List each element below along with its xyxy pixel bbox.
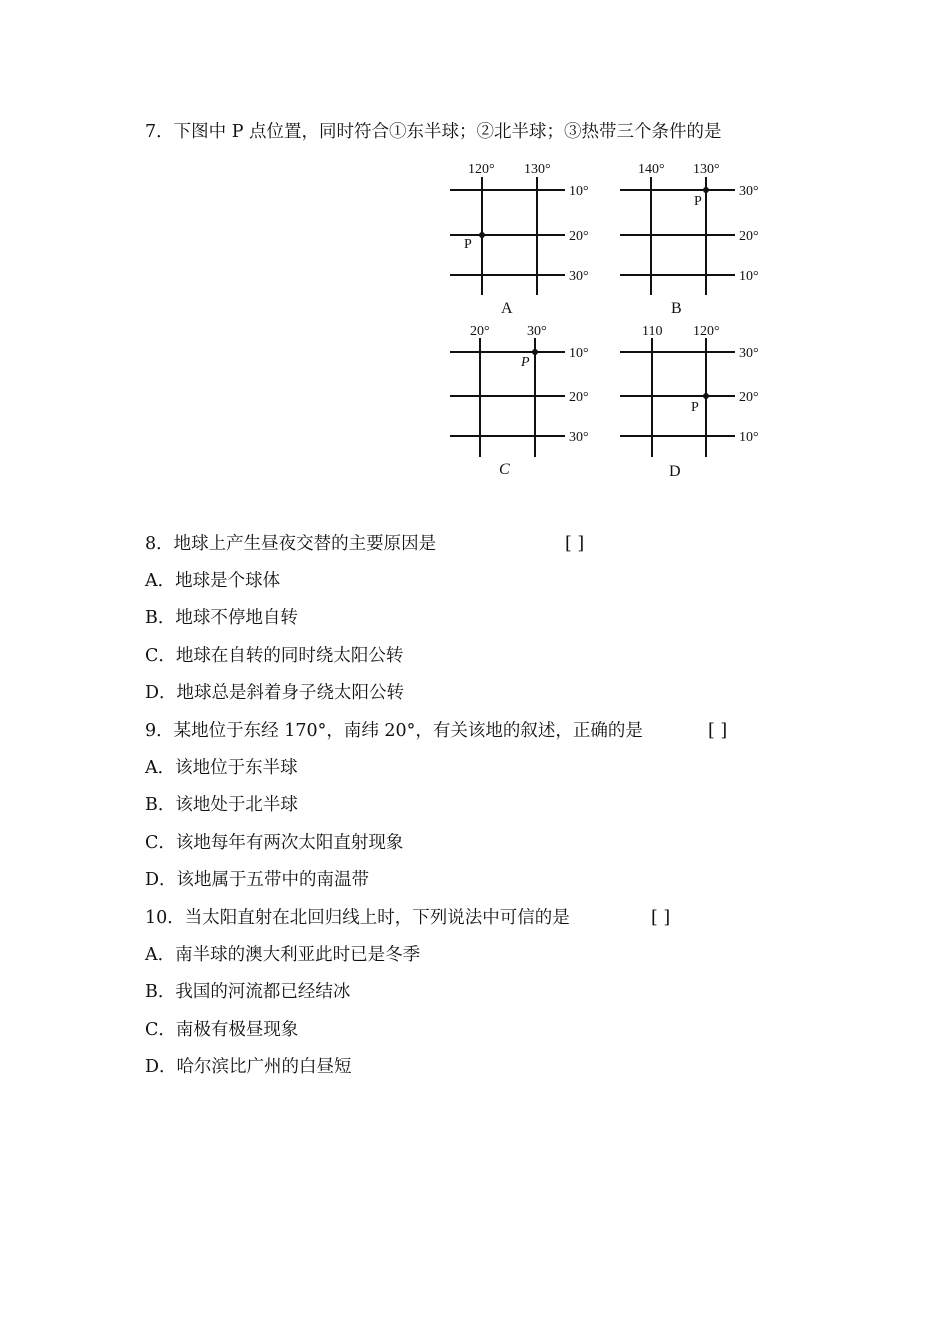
point-p-b [703, 187, 709, 193]
fig-d-lat-top: 30° [739, 346, 759, 361]
q8-option-d[interactable]: D．地球总是斜着身子绕太阳公转 [145, 683, 405, 703]
point-p-c [532, 349, 538, 355]
fig-c-point-label: P [521, 355, 530, 370]
fig-c-lat-top: 10° [569, 346, 589, 361]
q10-option-d[interactable]: D．哈尔滨比广州的白昼短 [145, 1057, 352, 1077]
question-8-text: 8．地球上产生昼夜交替的主要原因是 [145, 534, 437, 554]
q9-option-a[interactable]: A．该地位于东半球 [145, 758, 298, 778]
fig-a-lat-top: 10° [569, 184, 589, 199]
fig-d-lat-mid: 20° [739, 390, 759, 405]
fig-b-lon-right: 130° [693, 162, 720, 177]
figure-b [620, 162, 759, 317]
fig-d-point-label: P [691, 400, 699, 415]
fig-b-point-label: P [694, 194, 702, 209]
fig-d-lon-left: 110 [642, 324, 663, 339]
question-8-answer-bracket[interactable]: [ ] [565, 534, 585, 554]
point-p-d [703, 393, 709, 399]
fig-b-lat-mid: 20° [739, 229, 759, 244]
question-10-answer-bracket[interactable]: [ ] [651, 908, 671, 928]
q10-option-c[interactable]: C．南极有极昼现象 [145, 1020, 299, 1040]
fig-b-caption: B [671, 300, 682, 317]
question-9-text: 9．某地位于东经 170°，南纬 20°，有关该地的叙述，正确的是 [145, 721, 643, 741]
fig-c-lon-left: 20° [470, 324, 490, 339]
question-7-text: 7．下图中 P 点位置，同时符合①东半球；②北半球；③热带三个条件的是 [145, 122, 722, 142]
fig-d-caption: D [669, 463, 681, 480]
latitude-longitude-figures [440, 155, 780, 485]
fig-c-lon-right: 30° [527, 324, 547, 339]
fig-d-lon-right: 120° [693, 324, 720, 339]
fig-c-lat-mid: 20° [569, 390, 589, 405]
fig-d-lat-bot: 10° [739, 430, 759, 445]
figure-d [620, 324, 759, 480]
q10-option-b[interactable]: B．我国的河流都已经结冰 [145, 982, 351, 1002]
q8-option-a[interactable]: A．地球是个球体 [145, 571, 281, 591]
fig-b-lon-left: 140° [638, 162, 665, 177]
fig-a-point-label: P [464, 237, 472, 252]
fig-b-lat-top: 30° [739, 184, 759, 199]
q10-option-a[interactable]: A．南半球的澳大利亚此时已是冬季 [145, 945, 421, 965]
fig-c-caption: C [499, 461, 510, 478]
fig-a-lon-left: 120° [468, 162, 495, 177]
fig-a-lat-bot: 30° [569, 269, 589, 284]
fig-b-lat-bot: 10° [739, 269, 759, 284]
question-9-answer-bracket[interactable]: [ ] [708, 721, 728, 741]
fig-a-caption: A [501, 300, 513, 317]
q8-option-b[interactable]: B．地球不停地自转 [145, 608, 298, 628]
point-p-a [479, 232, 485, 238]
figure-a [450, 162, 589, 317]
figure-c [450, 324, 589, 478]
fig-c-lat-bot: 30° [569, 430, 589, 445]
question-10-text: 10．当太阳直射在北回归线上时，下列说法中可信的是 [145, 908, 570, 928]
q9-option-c[interactable]: C．该地每年有两次太阳直射现象 [145, 833, 404, 853]
q8-option-c[interactable]: C．地球在自转的同时绕太阳公转 [145, 646, 404, 666]
fig-a-lon-right: 130° [524, 162, 551, 177]
q9-option-b[interactable]: B．该地处于北半球 [145, 795, 298, 815]
q9-option-d[interactable]: D．该地属于五带中的南温带 [145, 870, 370, 890]
fig-a-lat-mid: 20° [569, 229, 589, 244]
